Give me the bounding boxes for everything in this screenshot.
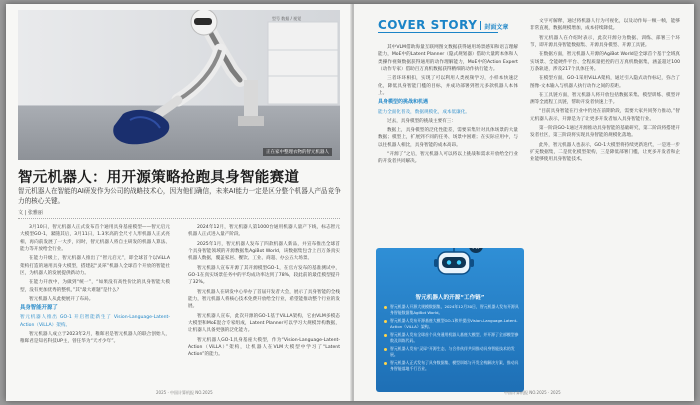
paragraph: 在能力升级上，智元机器人推出了“智元启元”，即全球首个以ViLLA架构打造的通用具身大模型，搭建起“灵犀”机器人全球首个开放的智能社区，为机器人的发展提供新动力。	[20, 256, 170, 277]
bullet-icon	[384, 334, 387, 337]
list-item: 智元机器人开源大规模数据集，2024年12月30日，智元机器人发布开源具身智能数据集AgiBot World。	[383, 304, 519, 316]
left-column-2	[188, 224, 340, 361]
photo-caption: 正在家中整理衣物的智元机器人	[263, 148, 332, 156]
list-item: 智元机器人正式发布了具身数据集、模型训练与开发全栈解决方案，推动具身智能落地千行百业。	[383, 360, 519, 372]
paragraph: 智元机器人宣布开源了其开源模型GO-1，在官方发布的基准测试中，GO-1在真实场景任务中的平均成功率达到了78%，较此前的最佳模型提升了32%。	[188, 265, 340, 286]
list-item: 智元机器人发布“灵犀”开源生态，与合作伙伴共同推动具身智能技术的发展。	[383, 346, 519, 358]
divider	[18, 218, 340, 219]
photo-tag: 型号 数据 / 视觉	[272, 16, 302, 21]
section-label: 封面文章	[484, 24, 509, 31]
info-box-list	[383, 304, 519, 374]
paragraph: 在能力开放中，为做到“统一”，“如果没有高性价比的具身智能大模型，没有更加优秀的整机，”其“最大难题”是什么？	[20, 280, 170, 293]
section-subhead: 具身模型的挑战和机遇	[378, 99, 429, 106]
paragraph: 3月10日，智元机器人正式发布首个通用具身基座模型——智元启元大模型GO-1，紧随其后，3月11日，1.3米高的全尺寸人形机器人正式亮相，再向前发展了一大步，同时，智元机器人将自主研发的机器人算法、能力等开放给全行业。	[20, 225, 170, 253]
paragraph: 三者环环相扣，实现了可以利用人类视频学习，小样本快速泛化，降低具身智能门槛的目标，并成功部署到智元多款机器人本体上。	[378, 76, 518, 97]
paragraph: 智元机器人在介绍时表示，此次开源分为数据、训练、部署三个环节，即开源具身智能数据集、开源具身模型、开源工具链。	[530, 35, 680, 49]
robot-illustration	[18, 10, 340, 160]
paragraph: 在工具链方面，智元机器人将开放包括数据采集、模型训练、模型评测等全流程工具链，帮助开发者快速上手。	[530, 92, 680, 106]
paragraph: 智元机器人从此便展开了布局。	[29, 297, 94, 303]
author-line: 文 | 张雅丽	[18, 210, 43, 216]
paragraph: 在数据方面，智元机器人开源的AgiBot World是全球首个基于全域真实场景、全能硬件平台、全程质量把控的百万真机数据集，涵盖超过100万条轨迹，涉及217个具体任务。	[530, 52, 680, 73]
paragraph: “目前具身智能在行业中仍处在前期阶段，需要大家共同努力推动。”智元机器人表示，开源是为了让更多开发者加入具身智能行业。	[530, 109, 680, 122]
bullet-icon	[384, 348, 387, 351]
paragraph: 智元机器人在研发中心举办了首届开发者大会，展示了具身智能的全栈能力，智元机器人将核心技术免费开放给全行业，希望能推动整个行业的发展。	[188, 289, 340, 310]
right-column-2	[530, 18, 680, 166]
right-page	[354, 4, 694, 401]
subhead-line: 智元机器人推出 GO-1 开启智能新生了 Vision-Language-Latent-Action（ViLLA）架构。	[20, 315, 170, 328]
article-title: 智元机器人：用开源策略抢跑具身智能赛道	[18, 169, 300, 186]
article-summary: 智元机器人在智能的AI研发作为公司的战略技术心，因为他们确信，未来AI能力一定是区分整个机器人产品竞争力的核心关键。	[18, 187, 341, 205]
paragraph: 智元机器人GO-1具身基座大模型，作为“Vision-Language-Latent-Action（ViLLA）”架构，让机器人在VLM大模型中学习了“Latent Action”的能力。	[188, 337, 340, 358]
bullet-icon	[384, 306, 387, 309]
right-column-1	[378, 44, 518, 168]
magazine-spread	[6, 4, 694, 401]
paragraph: 此外，智元机器人也表示，GO-1大模型将持续更新迭代，一是进一步扩充数据集，二是优化模型架构，三是降低部署门槛，让更多开发者和企业能够使用具身智能技术。	[530, 142, 680, 163]
subhead-line: 能力全面化普及，数据规模化，成本低廉化。	[378, 109, 470, 115]
paragraph: 数据上，具身模型的泛化性能差，需要采集针对具体场景的大量数据；模型上，扩展到不同的任务、场景中困难；在实际应用中，与以往机器人相比，具身智能的成本高昂。	[378, 128, 518, 148]
page-folio-right: 中国计算机报 NO.2025 · 2025	[504, 390, 561, 395]
bullet-icon	[384, 320, 387, 323]
section-title: COVER STORY	[378, 18, 478, 32]
info-box-title: 智元机器人的开源“工作链”	[415, 295, 485, 301]
list-item: 智元机器人发布开源基座大模型GO-1和并提出Vision-Language-Latent-Action（ViLLA）架构。	[383, 318, 519, 330]
left-page	[6, 4, 352, 401]
paragraph: 智元机器人成立于2023年2月，稚晖君是智元机器人的联合创始人，稚晖君是知名科技UP主，曾任华为“天才少年”。	[20, 332, 170, 345]
paragraph: “开源了”之后，智元机器人可以将以上挑战和需求开放给全行业的开发者共同解决。	[378, 152, 518, 165]
page-folio-left: 2025 · 中国计算机报 NO.2025	[156, 390, 213, 395]
info-box	[376, 243, 524, 392]
paragraph: 智元机器人宣布，此次开源的GO-1基于ViLLA架构，它由VLM多模态大模型和MoE混合专家组成，Latent Planner可以学习大规模异构数据，让机器人具备更强的泛化能力。	[188, 313, 340, 334]
paragraph: 在模型方面，GO-1采用ViLLA架构，通过引入隐式动作标记，弥合了图像-文本输入与机器人执行动作之间的差距。	[530, 76, 680, 89]
section-rule	[378, 32, 498, 33]
paragraph: 第一阶段GO-1通过开源推动具身智能的基础研究，第二阶段将搭建开发者社区，第三阶段将实现具身智能的规模化落地。	[530, 126, 680, 139]
paragraph: 2024年12月，智元机器人第1000台通用机器人量产下线，标志智元机器人正式进入量产阶段。	[188, 225, 340, 238]
list-item: 智元机器人发布全球首个具身通用机器人基座大模型，并开源了全部模型参数及训练代码。	[383, 332, 519, 344]
bullet-icon	[384, 362, 387, 365]
robot-mascot-icon	[422, 243, 486, 286]
left-column-1	[20, 224, 170, 348]
paragraph: 文字可解释，通过将机器人行为可视化，以及动作每一帧一帧，能够非常直观，数据规模增加，成本持续降低。	[530, 19, 680, 32]
paragraph: 过去，具身模型的挑战主要有三：	[387, 118, 456, 124]
section-header	[378, 14, 508, 33]
svg-text:AI: AI	[472, 243, 480, 251]
paragraph: 2025年1月，智元机器人发布了四款机器人新品，并宣布推出全球首个具身智能领域的开源数据集AgiBot World，该数据集包含上百万条真实机器人数据，覆盖家居、餐饮、工业、商超、办公五大场景。	[188, 241, 340, 262]
robot-photo	[18, 10, 340, 160]
paragraph: 其中VLM借助海量互联网图文数据获得通用场景感知和语言理解能力，MoE中的Latent Planner（隐式规划器）借助大量跨本体和人类操作视频数据获得通用的动作理解能力，MoE中的Action Expert（动作专家）借助百万真机数据获得精细的动作执行能力。	[378, 45, 518, 73]
section-subhead: 具身智能开源了	[20, 305, 58, 312]
